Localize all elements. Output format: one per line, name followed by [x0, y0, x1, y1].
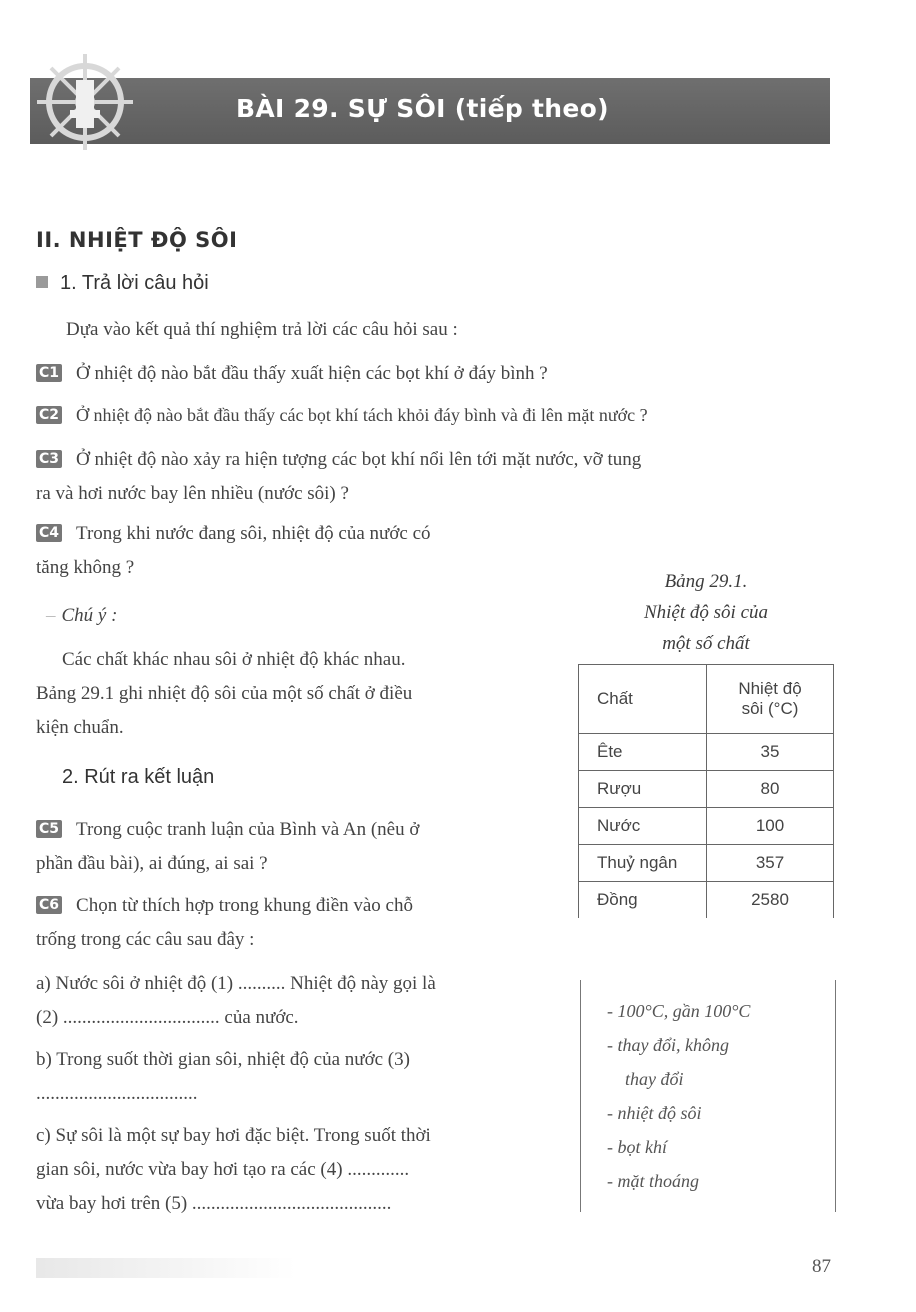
fill-b-line2: ..................................	[36, 1083, 198, 1104]
subheading-text: 1. Trả lời câu hỏi	[60, 272, 209, 294]
substance-cell: Đồng	[579, 882, 707, 919]
caption-title: Bảng 29.1.	[664, 571, 748, 592]
subheading-conclusion: 2. Rút ra kết luận	[62, 766, 215, 788]
header-substance: Chất	[579, 665, 707, 734]
word-choice-box	[580, 980, 836, 1212]
word-option: - nhiệt độ sôi	[607, 1103, 702, 1123]
substance-cell: Nước	[579, 808, 707, 845]
fill-b-line1: b) Trong suốt thời gian sôi, nhiệt độ của nước (3)	[36, 1049, 410, 1070]
table-header-row	[579, 665, 834, 734]
note-line-1: Các chất khác nhau sôi ở nhiệt độ khác nhau.	[62, 649, 406, 670]
section-heading: II. NHIỆT ĐỘ SÔI	[36, 228, 238, 252]
ship-wheel-anchor-icon	[30, 40, 140, 150]
fill-c-line3: vừa bay hơi trên (5) ..........................................	[36, 1193, 392, 1214]
question-badge: C6	[36, 896, 62, 914]
temp-cell: 100	[707, 808, 834, 845]
header-temp-line2: sôi (°C)	[741, 699, 799, 718]
fill-c-line1: c) Sự sôi là một sự bay hơi đặc biệt. Trong suốt thời	[36, 1125, 431, 1146]
caption-line3: một số chất	[662, 633, 750, 654]
lesson-title: BÀI 29. SỰ SÔI (tiếp theo)	[236, 94, 609, 123]
question-c3-line2: ra và hơi nước bay lên nhiều (nước sôi) ?	[36, 483, 349, 504]
question-c5-line2: phần đầu bài), ai đúng, ai sai ?	[36, 853, 268, 874]
subheading-answer-questions	[36, 272, 209, 295]
note-line-3: kiện chuẩn.	[36, 717, 124, 738]
question-badge: C2	[36, 406, 62, 424]
word-option: - mặt thoáng	[607, 1171, 699, 1191]
substance-cell: Ête	[579, 734, 707, 771]
question-badge: C3	[36, 450, 62, 468]
fill-a-line1: a) Nước sôi ở nhiệt độ (1) .......... Nhiệt độ này gọi là	[36, 973, 436, 994]
question-text: Ở nhiệt độ nào bắt đầu thấy các bọt khí tách khỏi đáy bình và đi lên mặt nước ?	[76, 405, 648, 425]
word-option: - 100°C, gần 100°C	[607, 1001, 751, 1021]
note-dash: –	[46, 605, 56, 626]
question-badge: C5	[36, 820, 62, 838]
question-text: Ở nhiệt độ nào xảy ra hiện tượng các bọt khí nổi lên tới mặt nước, vỡ tung	[76, 449, 642, 470]
table-row	[579, 845, 834, 882]
question-text: Chọn từ thích hợp trong khung điền vào chỗ	[76, 895, 413, 916]
boiling-point-table	[578, 664, 834, 918]
note-label	[46, 598, 117, 633]
word-option-continued: thay đổi	[625, 1069, 684, 1089]
page-number: 87	[812, 1256, 831, 1277]
footer-decoration	[36, 1258, 296, 1278]
temp-cell: 35	[707, 734, 834, 771]
word-option: - thay đổi, không	[607, 1035, 729, 1055]
question-c6	[36, 888, 413, 923]
substance-cell: Rượu	[579, 771, 707, 808]
question-c1	[36, 356, 548, 391]
question-badge: C4	[36, 524, 62, 542]
note-line-2: Bảng 29.1 ghi nhiệt độ sôi của một số chất ở điều	[36, 683, 413, 704]
question-c4-line2: tăng không ?	[36, 557, 135, 578]
question-c4	[36, 516, 431, 551]
word-option: - bọt khí	[607, 1137, 667, 1157]
question-c6-line2: trống trong các câu sau đây :	[36, 929, 255, 950]
question-badge: C1	[36, 364, 62, 382]
question-c3	[36, 442, 641, 477]
intro-text: Dựa vào kết quả thí nghiệm trả lời các câu hỏi sau :	[66, 319, 458, 340]
table-caption	[596, 566, 816, 659]
question-text: Trong cuộc tranh luận của Bình và An (nêu ở	[76, 819, 420, 840]
table-row	[579, 882, 834, 919]
temp-cell: 2580	[707, 882, 834, 919]
note-label-text: Chú ý :	[61, 605, 118, 626]
question-c5	[36, 812, 419, 847]
table-row	[579, 771, 834, 808]
substance-cell: Thuỷ ngân	[579, 845, 707, 882]
caption-line2: Nhiệt độ sôi của	[643, 602, 769, 623]
temp-cell: 357	[707, 845, 834, 882]
fill-c-line2: gian sôi, nước vừa bay hơi tạo ra các (4) .............	[36, 1159, 410, 1180]
temp-cell: 80	[707, 771, 834, 808]
question-text: Trong khi nước đang sôi, nhiệt độ của nước có	[76, 523, 431, 544]
fill-a-line2: (2) ................................. của nước.	[36, 1007, 299, 1028]
header-boiling-temp	[707, 665, 834, 734]
question-c2	[36, 398, 648, 433]
table-row	[579, 808, 834, 845]
square-bullet-icon	[36, 276, 48, 288]
header-temp-line1: Nhiệt độ	[738, 679, 802, 698]
table-row	[579, 734, 834, 771]
question-text: Ở nhiệt độ nào bắt đầu thấy xuất hiện các bọt khí ở đáy bình ?	[76, 363, 548, 384]
